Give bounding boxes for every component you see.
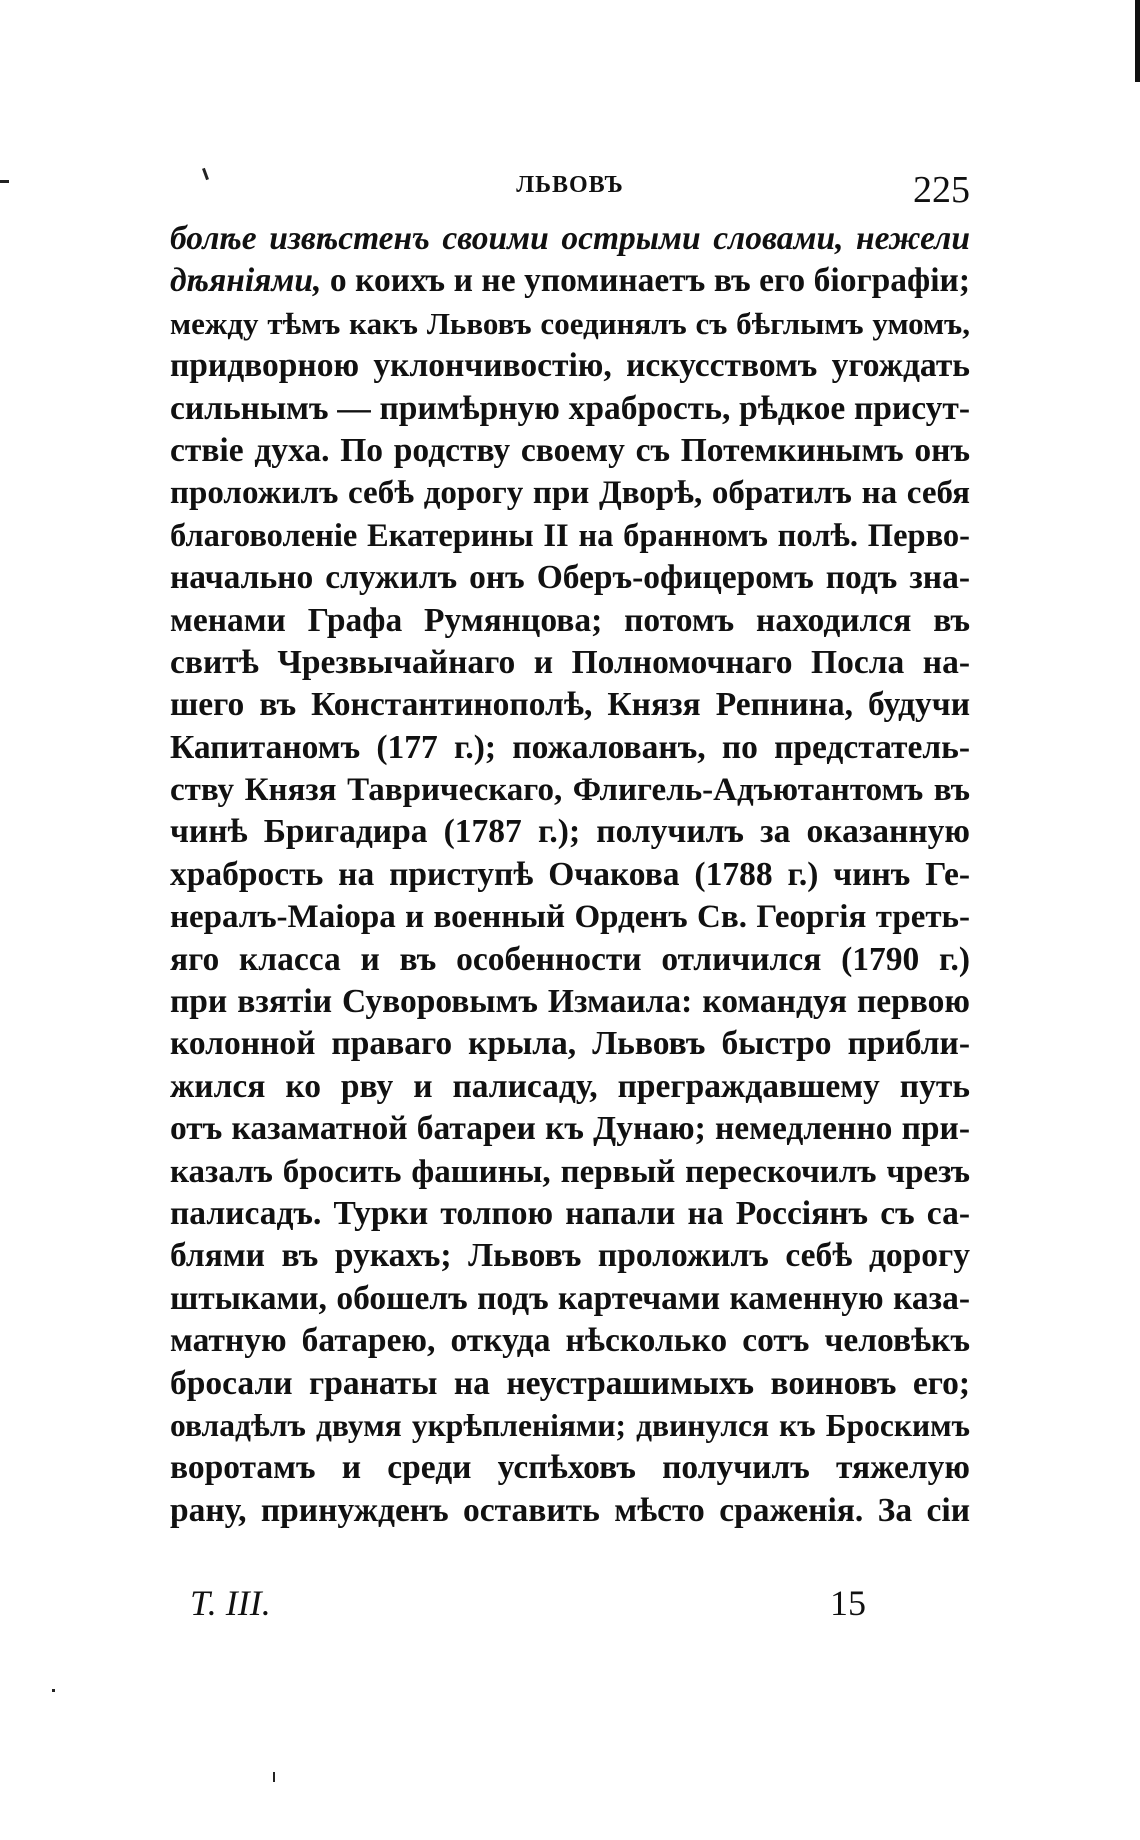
running-title: ЛЬВОВЪ [516,172,624,198]
sheet-number: 15 [830,1583,866,1623]
text-line: нералъ-Маіора и военный Орденъ Св. Георгія треть- [170,899,970,936]
text-line: яго класса и въ особенности отличился (1790 г.) [170,940,970,978]
text-line: сильнымъ — примѣрную храбрость, рѣдкое присут- [170,389,970,427]
text-line: свитѣ Чрезвычайнаго и Полномочнаго Посла на- [170,643,970,681]
text-line: придворною уклончивостію, искусствомъ угождать [170,347,970,385]
text-line: начально служилъ онъ Оберъ-офицеромъ подъ зна- [170,559,970,597]
text-line: менами Графа Румянцова; потомъ находился въ [170,601,970,639]
volume-signature: Т. III. [190,1583,271,1623]
page-number: 225 [913,169,970,211]
text-line: рану, принужденъ оставить мѣсто сраженія. За сіи [170,1491,970,1529]
text-line: казалъ бросить фашины, первый перескочилъ чрезъ [170,1153,970,1190]
text-line: жился ко рву и палисаду, преграждавшему путь [170,1067,970,1105]
text-line: блями въ рукахъ; Львовъ проложилъ себѣ дорогу [170,1237,970,1275]
text-line: между тѣмъ какъ Львовъ соединялъ съ бѣглымъ умомъ, [170,305,970,341]
text-line: при взятіи Суворовымъ Измаила: командуя первою [170,983,970,1021]
margin-tick [0,180,9,183]
text-line: воротамъ и среди успѣховъ получилъ тяжелую [170,1449,970,1487]
text-line: ству Князя Таврическаго, Флигель-Адъютантомъ въ [170,772,970,809]
text-line: Капитаномъ (177 г.); пожалованъ, по предстатель- [170,728,970,766]
text-line: штыками, обошелъ подъ картечами каменную каза- [170,1279,970,1317]
text-line: палисадъ. Турки толпою напали на Россіянъ съ са- [170,1194,970,1232]
body-text [170,218,970,1532]
text-line: колонной праваго крыла, Львовъ быстро прибли- [170,1025,970,1063]
margin-tick [273,1772,275,1782]
text-line: бросали гранаты на неустрашимыхъ воиновъ его; [170,1364,970,1402]
text-line: ствіе духа. По родству своему съ Потемкинымъ онъ [170,431,970,469]
text-line: чинѣ Бригадира (1787 г.); получилъ за оказанную [170,813,970,851]
text-line: матную батарею, откуда нѣсколько сотъ человѣкъ [170,1322,970,1360]
italic-phrase: дѣяніями, [170,262,322,300]
text-line: благоволеніе Екатерины II на бранномъ полѣ. Перво- [170,517,970,554]
text-line: шего въ Константинополѣ, Князя Репнина, будучи [170,686,970,724]
text-line: проложилъ себѣ дорогу при Дворѣ, обратилъ на себя [170,475,970,512]
text-line [170,260,970,302]
running-head [170,168,970,212]
scan-edge-mark [1135,0,1140,82]
text-line: отъ казаматной батареи къ Дунаю; немедленно при- [170,1110,970,1148]
text-line: овладѣлъ двумя укрѣпленіями; двинулся къ Броскимъ [170,1407,970,1443]
text-line: храбрость на приступѣ Очакова (1788 г.) чинъ Ге- [170,855,970,893]
italic-phrase: болѣе извѣстенъ своими острыми словами, нежели [170,220,970,257]
margin-tick [52,1689,55,1692]
text-line [170,218,970,260]
page-footer [170,1582,970,1626]
text-segment: о коихъ и не упоминаетъ въ его біографіи; [321,262,970,300]
